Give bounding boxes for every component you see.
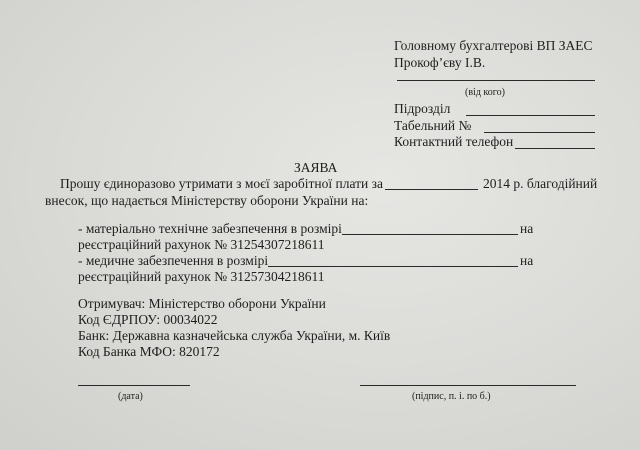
department-label: Підрозділ bbox=[394, 101, 451, 116]
date-line[interactable] bbox=[78, 385, 190, 386]
from-whom-line[interactable] bbox=[397, 80, 595, 81]
item1-label: - матеріально технічне забезпечення в розмірі bbox=[78, 221, 342, 236]
department-line[interactable] bbox=[466, 115, 595, 116]
addressee-line-2: Прокоф’єву І.В. bbox=[394, 55, 486, 70]
item2-suffix: на bbox=[520, 253, 534, 268]
addressee-line-1: Головному бухгалтерові ВП ЗАЕС bbox=[394, 38, 593, 53]
personnel-number-label: Табельний № bbox=[394, 118, 472, 133]
item1-amount-line[interactable] bbox=[342, 234, 518, 235]
date-caption: (дата) bbox=[118, 391, 143, 402]
item1-account: реєстраційний рахунок № 31254307218611 bbox=[78, 237, 325, 252]
signature-caption: (підпис, п. і. по б.) bbox=[412, 391, 491, 402]
recipient-line-4: Код Банка МФО: 820172 bbox=[78, 344, 220, 359]
personnel-number-line[interactable] bbox=[484, 132, 595, 133]
recipient-line-3: Банк: Державна казначейська служба України, м. Київ bbox=[78, 328, 391, 343]
recipient-line-1: Отримувач: Міністерство оборони України bbox=[78, 296, 326, 311]
item1-suffix: на bbox=[520, 221, 534, 236]
item2-account: реєстраційний рахунок № 31257304218611 bbox=[78, 269, 325, 284]
request-text-part2: внесок, що надається Міністерству оборони України на: bbox=[45, 193, 369, 208]
item2-label: - медичне забезпечення в розмірі bbox=[78, 253, 269, 268]
item2-amount-line[interactable] bbox=[268, 266, 518, 267]
phone-label: Контактний телефон bbox=[394, 134, 514, 149]
phone-line[interactable] bbox=[515, 148, 595, 149]
from-whom-caption: (від кого) bbox=[465, 87, 505, 98]
recipient-line-2: Код ЄДРПОУ: 00034022 bbox=[78, 312, 218, 327]
signature-line[interactable] bbox=[360, 385, 576, 386]
month-line[interactable] bbox=[385, 189, 478, 190]
document-title: ЗАЯВА bbox=[294, 160, 338, 175]
request-year: 2014 р. благодійний bbox=[483, 176, 598, 191]
request-text-part1: Прошу єдиноразово утримати з моєї заробітної плати за bbox=[60, 176, 383, 191]
